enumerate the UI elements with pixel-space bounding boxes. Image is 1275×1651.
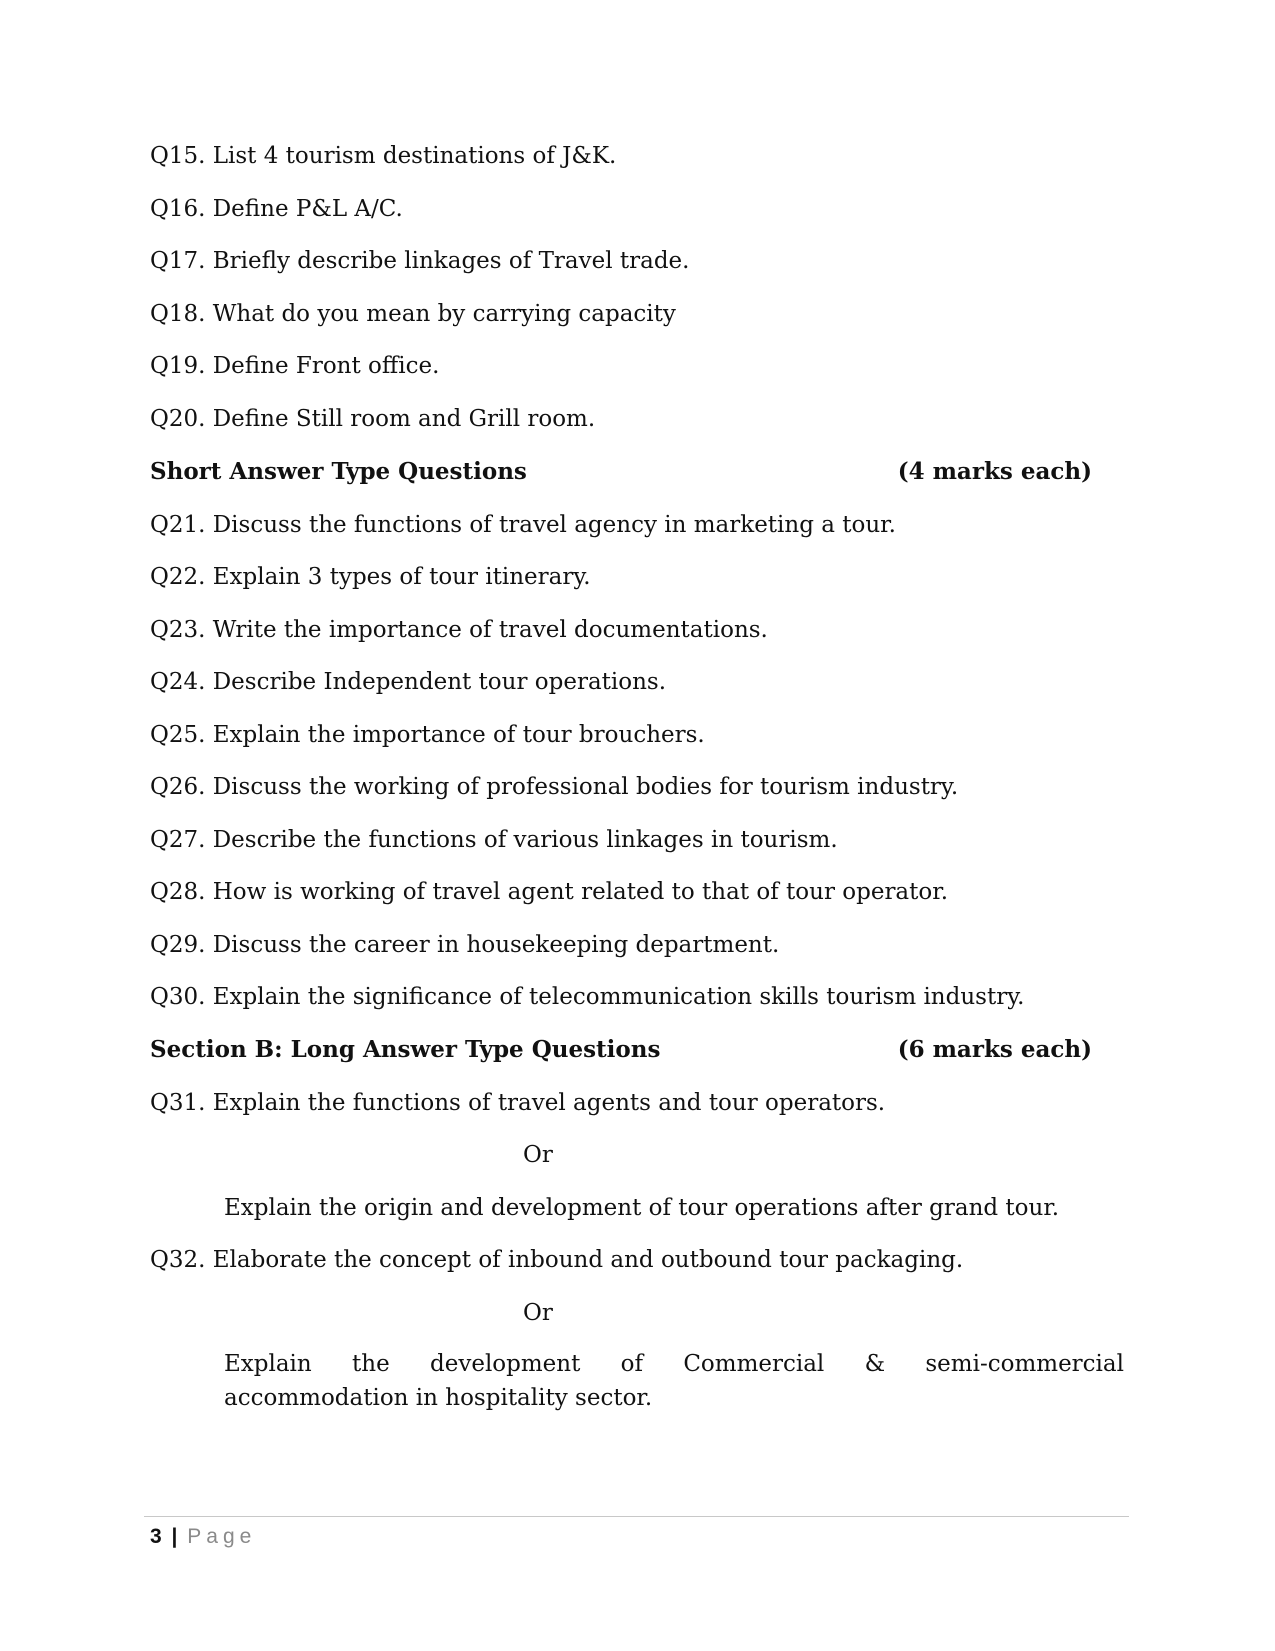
question-q25: Q25. Explain the importance of tour brouchers. [150, 722, 705, 748]
short-answer-title: Short Answer Type Questions [150, 458, 527, 485]
question-q32-alternative [224, 1347, 1124, 1415]
question-q32-alternative-line2: accommodation in hospitality sector. [224, 1385, 653, 1411]
question-q28: Q28. How is working of travel agent related to that of tour operator. [150, 879, 949, 905]
question-q23: Q23. Write the importance of travel documentations. [150, 617, 768, 643]
or-divider: Or [523, 1300, 553, 1326]
question-q22: Q22. Explain 3 types of tour itinerary. [150, 564, 591, 590]
page-label: Page [187, 1525, 257, 1548]
question-q32-alternative-line1: Explain the development of Commercial & semi-commercial [224, 1351, 1124, 1377]
question-q18: Q18. What do you mean by carrying capacity [150, 301, 676, 327]
page-separator: | [171, 1525, 178, 1548]
long-answer-marks: (6 marks each) [897, 1036, 1092, 1063]
question-q24: Q24. Describe Independent tour operations. [150, 669, 667, 695]
footer-divider [144, 1516, 1129, 1517]
short-answer-heading [150, 457, 1092, 487]
long-answer-title: Section B: Long Answer Type Questions [150, 1036, 661, 1063]
short-answer-marks: (4 marks each) [897, 458, 1092, 485]
long-answer-heading [150, 1035, 1092, 1065]
page-footer [150, 1524, 256, 1550]
question-q20: Q20. Define Still room and Grill room. [150, 406, 596, 432]
question-q17: Q17. Briefly describe linkages of Travel trade. [150, 248, 690, 274]
question-q15: Q15. List 4 tourism destinations of J&K. [150, 143, 617, 169]
question-q27: Q27. Describe the functions of various linkages in tourism. [150, 827, 838, 853]
question-q16: Q16. Define P&L A/C. [150, 196, 403, 222]
question-q21: Q21. Discuss the functions of travel agency in marketing a tour. [150, 512, 896, 538]
question-q31: Q31. Explain the functions of travel agents and tour operators. [150, 1090, 886, 1116]
question-q30: Q30. Explain the significance of telecommunication skills tourism industry. [150, 984, 1025, 1010]
page-number: 3 [150, 1525, 162, 1548]
or-divider: Or [523, 1142, 553, 1168]
question-q32: Q32. Elaborate the concept of inbound and outbound tour packaging. [150, 1247, 964, 1273]
question-q26: Q26. Discuss the working of professional bodies for tourism industry. [150, 774, 959, 800]
question-q19: Q19. Define Front office. [150, 353, 440, 379]
question-q29: Q29. Discuss the career in housekeeping department. [150, 932, 780, 958]
question-q31-alternative: Explain the origin and development of tour operations after grand tour. [224, 1195, 1060, 1221]
